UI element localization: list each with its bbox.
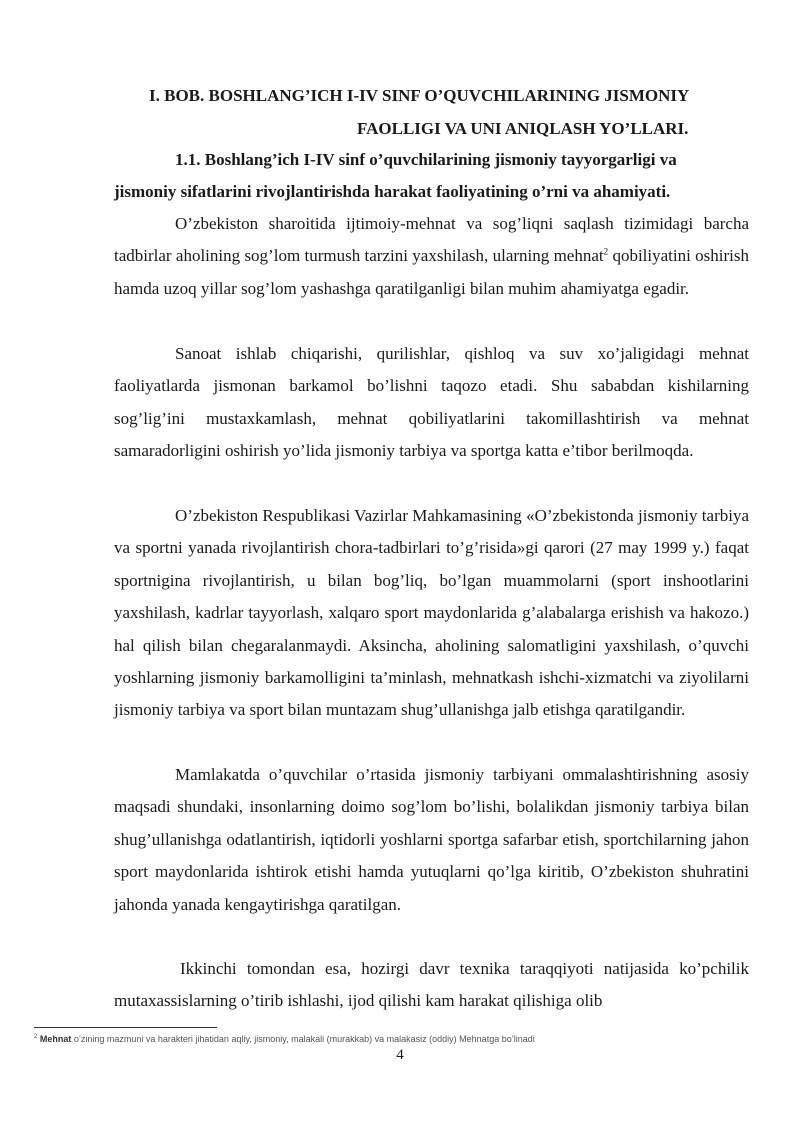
- chapter-title-line-1: I. BOB. BOSHLANG’ICH I-IV SINF O’QUVCHILARINING JISMONIY: [149, 86, 690, 105]
- paragraph-4: [114, 759, 749, 921]
- footnote-mark: 2: [34, 1034, 38, 1040]
- footnote-separator: [34, 1027, 217, 1028]
- footnote-text: o’zining mazmuni va harakteri jihatidan aqliy, jismoniy, malakali (murakkab) va malakasiz (oddiy) Mehnatga bo’linadi: [71, 1034, 535, 1044]
- paragraph-1: [114, 208, 749, 305]
- paragraph-5: [114, 953, 749, 1018]
- paragraph-1-text-cont: qobiliyatini oshirish hamda uzoq yillar sog’lom yashashga qaratilganligi bilan muhim ahamiyatga egadir.: [114, 246, 749, 298]
- page-number: 4: [396, 1047, 404, 1063]
- footnote-reference[interactable]: 2: [603, 246, 609, 257]
- paragraph-4-text: Mamlakatda o’quvchilar o’rtasida jismoniy tarbiyani ommalashtirishning asosiy maqsadi shundaki, insonlarning doimo sog’lom bo’lishi, bolalikdan jismoniy tarbiya bilan shug’ullanishga odatlantirish, iqtidorli yoshlarni sportga safarbar etish, sportchilarning jahon sport maydonlarida ishtirok etishi hamda yutuqlarni qo’lga kiritib, O’zbekiston shuhratini jahonda yanada kengaytirishga qaratilgan.: [114, 765, 749, 914]
- section-title-line-1: 1.1. Boshlang’ich I-IV sinf o’quvchilarining jismoniy tayyorgarligi va: [175, 150, 677, 169]
- section-title-line-2: jismoniy sifatlarini rivojlantirishda harakat faoliyatining o’rni va ahamiyati.: [114, 182, 671, 201]
- paragraph-2: [114, 338, 749, 468]
- footnote: [34, 1034, 535, 1044]
- paragraph-3-text: O’zbekiston Respublikasi Vazirlar Mahkamasining «O’zbekistonda jismoniy tarbiya va sportni yanada rivojlantirish chora-tadbirlari to’g’risida»gi qarori (27 may 1999 y.) faqat sportnigina rivojlantirish, u bilan bog’liq, bo’lgan muammolarni (sport inshootlarini yaxshilash, kadrlar tayyorlash, xalqaro sport maydonlarida g’alabalarga erishish va hakozo.) hal qilish bilan chegaralanmaydi. Aksincha, aholining salomatligini yaxshilash, o’quvchi yoshlarning jismoniy barkamolligini ta’minlash, mehnatkash ishchi-xizmatchi va ziyolilarni jismoniy tarbiya va sport bilan muntazam shug’ullanishga jalb etishga qaratilgandir.: [114, 506, 749, 720]
- paragraph-1-text: O’zbekiston sharoitida ijtimoiy-mehnat va sog’liqni saqlash tizimidagi barcha tadbirlar aholining sog’lom turmush tarzini yaxshilash, ularning mehnat: [114, 214, 749, 266]
- chapter-title-line-2: FAOLLIGI VA UNI ANIQLASH YO’LLARI.: [357, 119, 689, 138]
- paragraph-5-text: Ikkinchi tomondan esa, hozirgi davr texnika taraqqiyoti natijasida ko’pchilik mutaxassislarning o’tirib ishlashi, ijod qilishi kam harakat qilishiga olib: [114, 959, 749, 1011]
- paragraph-3: [114, 500, 749, 727]
- paragraph-2-text: Sanoat ishlab chiqarishi, qurilishlar, qishloq va suv xo’jaligidagi mehnat faoliyatlarda jismonan barkamol bo’lishni taqozo etadi. Shu sababdan kishilarning sog’lig’ini mustaxkamlash, mehnat qobiliyatlarini takomillashtirish va mehnat samaradorligini oshirish yo’lida jismoniy tarbiya va sportga katta e’tibor berilmoqda.: [114, 344, 749, 461]
- footnote-bold-term: Mehnat: [39, 1034, 72, 1044]
